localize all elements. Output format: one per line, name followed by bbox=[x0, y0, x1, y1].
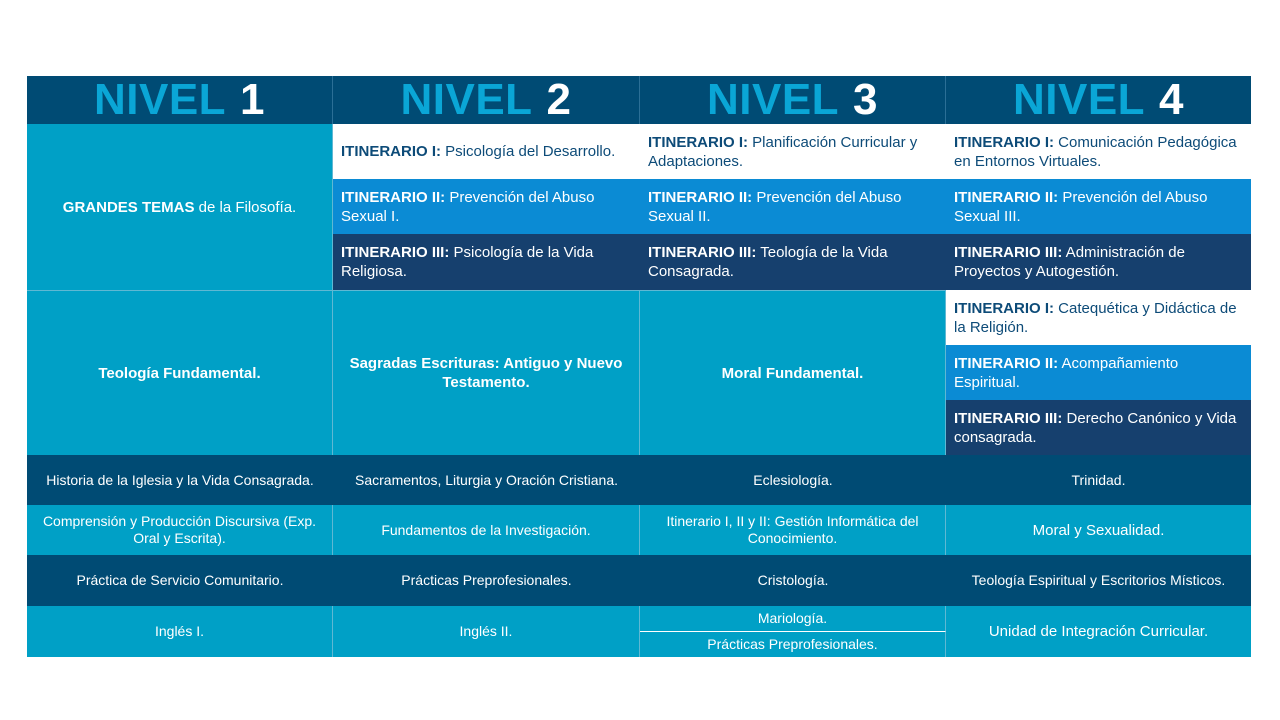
itinerary-label: ITINERARIO III: bbox=[648, 244, 757, 261]
header-number: 3 bbox=[853, 75, 879, 124]
itinerary-text: Acompañamiento Espiritual. bbox=[954, 354, 1179, 391]
itinerary-text: Catequética y Didáctica de la Religión. bbox=[954, 299, 1237, 336]
curriculum-table bbox=[27, 76, 1251, 657]
subject-cell: Sagradas Escrituras: Antiguo y Nuevo Testamento. bbox=[333, 290, 640, 455]
itinerary-label: ITINERARIO I: bbox=[341, 143, 441, 160]
itinerary-cell bbox=[333, 234, 640, 290]
itinerary-label: ITINERARIO III: bbox=[341, 244, 450, 261]
header-number: 2 bbox=[546, 75, 572, 124]
itinerary-label: ITINERARIO II: bbox=[954, 354, 1059, 372]
subject-grandes-temas bbox=[27, 124, 333, 290]
header-nivel-2 bbox=[333, 76, 640, 124]
itinerary-label: ITINERARIO I: bbox=[648, 133, 748, 151]
subject-cell: Unidad de Integración Curricular. bbox=[946, 606, 1251, 657]
subject-text: de la Filosofía. bbox=[194, 198, 297, 216]
itinerary-cell bbox=[333, 124, 640, 179]
subject-cell: Teología Fundamental. bbox=[27, 290, 333, 455]
subject-cell: Mariología. bbox=[640, 606, 946, 632]
itinerary-cell bbox=[946, 290, 1251, 345]
itinerary-cell bbox=[946, 179, 1251, 234]
itinerary-text: Prevención del Abuso Sexual III. bbox=[954, 188, 1208, 225]
header-word: NIVEL bbox=[400, 75, 533, 124]
header-number: 4 bbox=[1159, 75, 1185, 124]
subject-cell: Prácticas Preprofesionales. bbox=[333, 555, 640, 606]
itinerary-label: ITINERARIO III: bbox=[954, 244, 1063, 261]
subject-cell: Inglés I. bbox=[27, 606, 333, 657]
header-number: 1 bbox=[240, 75, 266, 124]
subject-cell: Fundamentos de la Investigación. bbox=[333, 505, 640, 555]
subject-cell: Historia de la Iglesia y la Vida Consagrada. bbox=[27, 455, 333, 505]
itinerary-text: Planificación Curricular y Adaptaciones. bbox=[648, 133, 918, 170]
itinerary-text: Prevención del Abuso Sexual II. bbox=[648, 188, 902, 225]
subject-cell: Itinerario I, II y II: Gestión Informática del Conocimiento. bbox=[640, 505, 946, 555]
header-nivel-1 bbox=[27, 76, 333, 124]
itinerary-text: Psicología de la Vida Religiosa. bbox=[341, 244, 594, 280]
itinerary-label: ITINERARIO II: bbox=[954, 188, 1059, 206]
itinerary-text: Prevención del Abuso Sexual I. bbox=[341, 188, 595, 225]
header-word: NIVEL bbox=[1012, 75, 1146, 124]
itinerary-cell bbox=[946, 345, 1251, 400]
subject-cell: Teología Espiritual y Escritorios Místicos. bbox=[946, 555, 1251, 606]
itinerary-cell bbox=[640, 234, 946, 290]
itinerary-label: ITINERARIO I: bbox=[954, 299, 1054, 317]
header-word: NIVEL bbox=[706, 75, 840, 124]
itinerary-label: ITINERARIO I: bbox=[954, 133, 1054, 151]
itinerary-label: ITINERARIO III: bbox=[954, 409, 1063, 427]
subject-cell: Trinidad. bbox=[946, 455, 1251, 505]
header-nivel-4 bbox=[946, 76, 1251, 124]
itinerary-text: Teología de la Vida Consagrada. bbox=[648, 244, 888, 280]
itinerary-cell bbox=[946, 400, 1251, 455]
subject-cell: Moral y Sexualidad. bbox=[946, 505, 1251, 555]
itinerary-label: ITINERARIO II: bbox=[341, 188, 446, 206]
itinerary-text: Administración de Proyectos y Autogestión. bbox=[954, 244, 1185, 280]
subject-cell: Comprensión y Producción Discursiva (Exp. Oral y Escrita). bbox=[27, 505, 333, 555]
header-nivel-3 bbox=[640, 76, 946, 124]
itinerary-cell bbox=[640, 179, 946, 234]
subject-cell: Cristología. bbox=[640, 555, 946, 606]
itinerary-cell bbox=[946, 124, 1251, 179]
subject-cell: Prácticas Preprofesionales. bbox=[640, 632, 946, 657]
itinerary-cell bbox=[640, 124, 946, 179]
subject-cell: Práctica de Servicio Comunitario. bbox=[27, 555, 333, 606]
itinerary-text: Psicología del Desarrollo. bbox=[441, 143, 616, 160]
itinerary-text: Comunicación Pedagógica en Entornos Virtuales. bbox=[954, 133, 1237, 170]
itinerary-label: ITINERARIO II: bbox=[648, 188, 753, 206]
itinerary-text: Derecho Canónico y Vida consagrada. bbox=[954, 409, 1237, 446]
subject-cell: Moral Fundamental. bbox=[640, 290, 946, 455]
header-word: NIVEL bbox=[93, 75, 227, 124]
itinerary-cell bbox=[333, 179, 640, 234]
subject-cell: Inglés II. bbox=[333, 606, 640, 657]
subject-cell: Sacramentos, Liturgia y Oración Cristiana. bbox=[333, 455, 640, 505]
subject-bold: GRANDES TEMAS bbox=[62, 198, 195, 216]
itinerary-cell bbox=[946, 234, 1251, 290]
subject-cell: Eclesiología. bbox=[640, 455, 946, 505]
